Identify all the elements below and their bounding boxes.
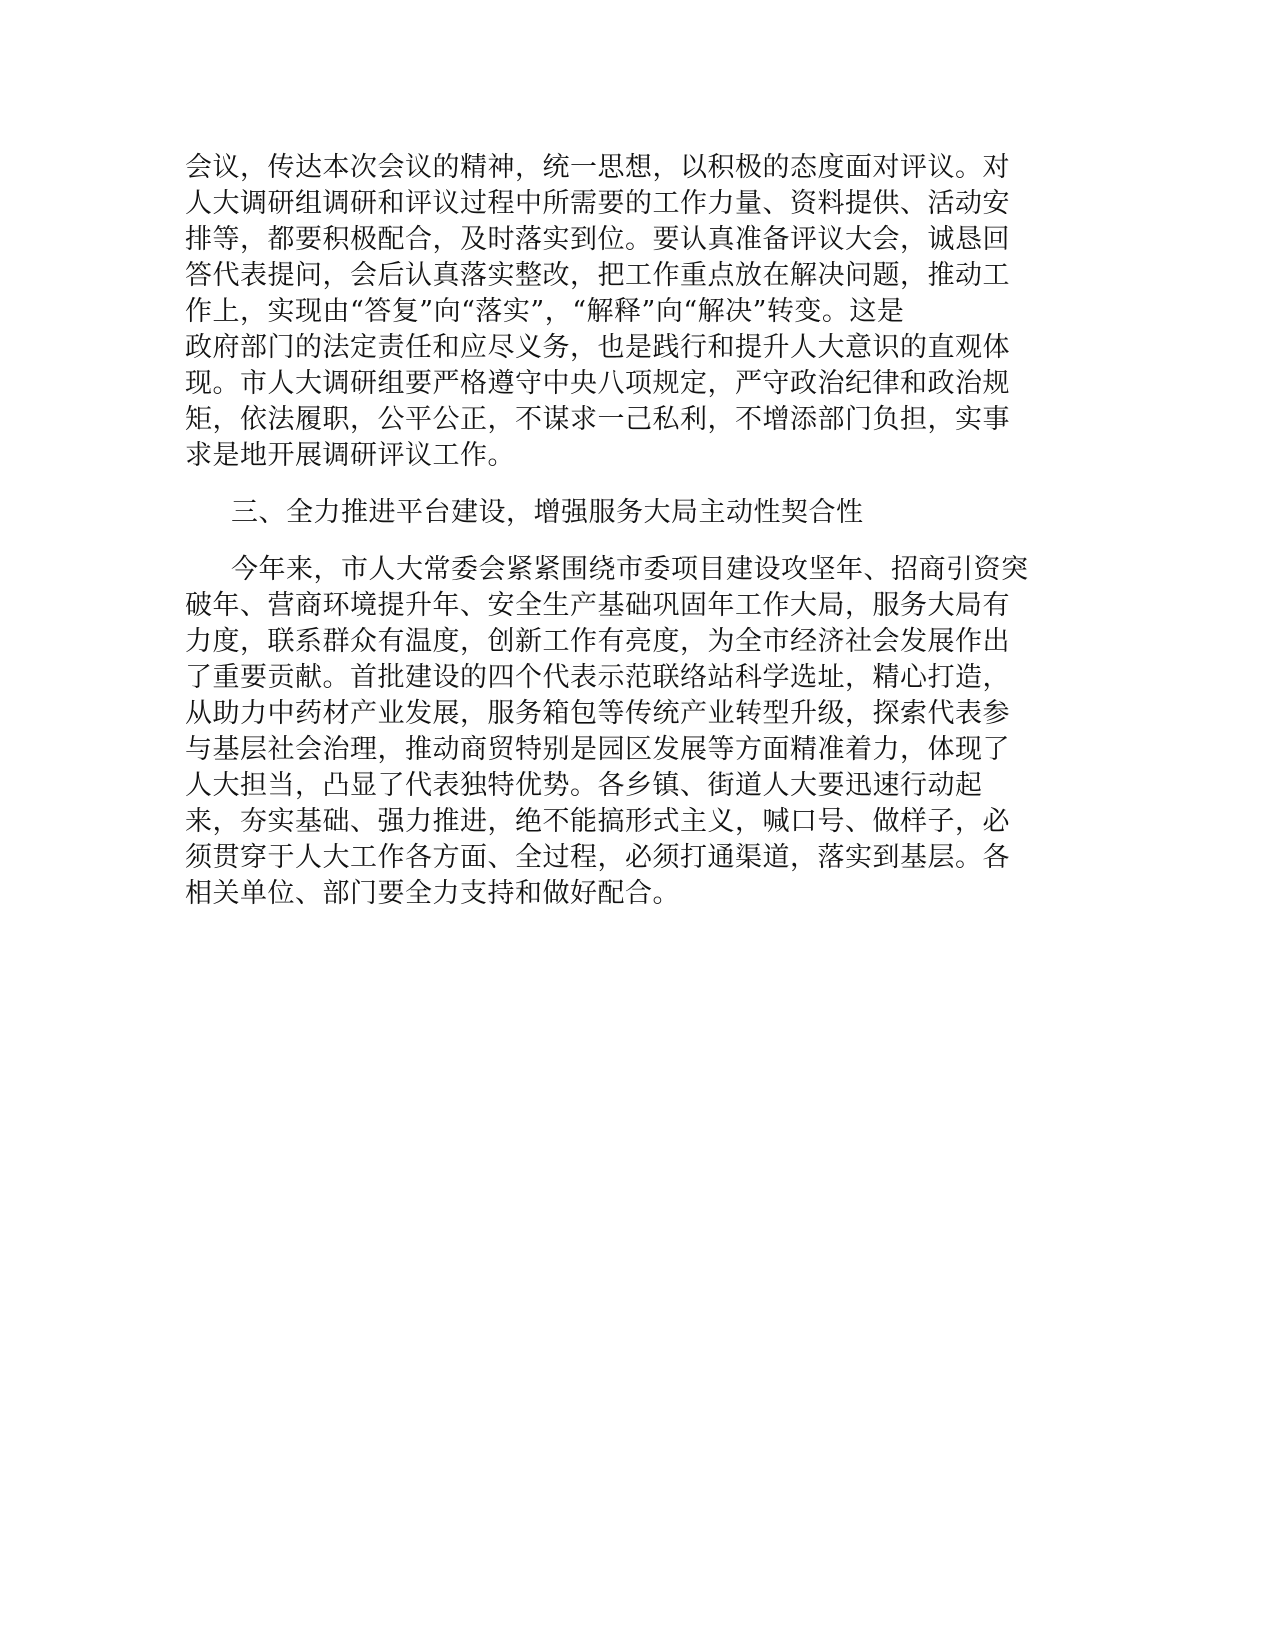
paragraph-1-line: 现。市人大调研组要严格遵守中央八项规定，严守政治纪律和政治规 <box>185 368 1010 399</box>
paragraph-2-line: 今年来，市人大常委会紧紧围绕市委项目建设攻坚年、招商引资突 <box>231 554 1029 585</box>
paragraph-1-line: 作上，实现由“答复”向“落实”，“解释”向“解决”转变。这是 <box>185 296 905 327</box>
paragraph-1-line: 求是地开展调研评议工作。 <box>185 440 515 471</box>
paragraph-1-line: 会议，传达本次会议的精神，统一思想，以积极的态度面对评议。对 <box>185 152 1010 183</box>
section-heading: 三、全力推进平台建设，增强服务大局主动性契合性 <box>231 497 864 528</box>
paragraph-2-line: 相关单位、部门要全力支持和做好配合。 <box>185 878 680 909</box>
document-body <box>185 150 1085 912</box>
paragraph-2-line: 须贯穿于人大工作各方面、全过程，必须打通渠道，落实到基层。各 <box>185 842 1010 873</box>
paragraph-2-line: 力度，联系群众有温度，创新工作有亮度，为全市经济社会发展作出 <box>185 626 1010 657</box>
paragraph-2-line: 来，夯实基础、强力推进，绝不能搞形式主义，喊口号、做样子，必 <box>185 806 1010 837</box>
paragraph-2-line: 了重要贡献。首批建设的四个代表示范联络站科学选址，精心打造， <box>185 662 1010 693</box>
paragraph-2-line: 与基层社会治理，推动商贸特别是园区发展等方面精准着力，体现了 <box>185 734 1010 765</box>
paragraph-2-line: 破年、营商环境提升年、安全生产基础巩固年工作大局，服务大局有 <box>185 590 1010 621</box>
paragraph-2 <box>185 552 1085 912</box>
paragraph-2-line: 从助力中药材产业发展，服务箱包等传统产业转型升级，探索代表参 <box>185 698 1010 729</box>
paragraph-1-line: 排等，都要积极配合，及时落实到位。要认真准备评议大会，诚恳回 <box>185 224 1010 255</box>
paragraph-1 <box>185 150 1085 474</box>
paragraph-1-line: 政府部门的法定责任和应尽义务，也是践行和提升人大意识的直观体 <box>185 332 1010 363</box>
paragraph-1-line: 矩，依法履职，公平公正，不谋求一己私利，不增添部门负担，实事 <box>185 404 1010 435</box>
paragraph-1-line: 人大调研组调研和评议过程中所需要的工作力量、资料提供、活动安 <box>185 188 1010 219</box>
paragraph-2-line: 人大担当，凸显了代表独特优势。各乡镇、街道人大要迅速行动起 <box>185 770 983 801</box>
paragraph-1-line: 答代表提问，会后认真落实整改，把工作重点放在解决问题，推动工 <box>185 260 1010 291</box>
